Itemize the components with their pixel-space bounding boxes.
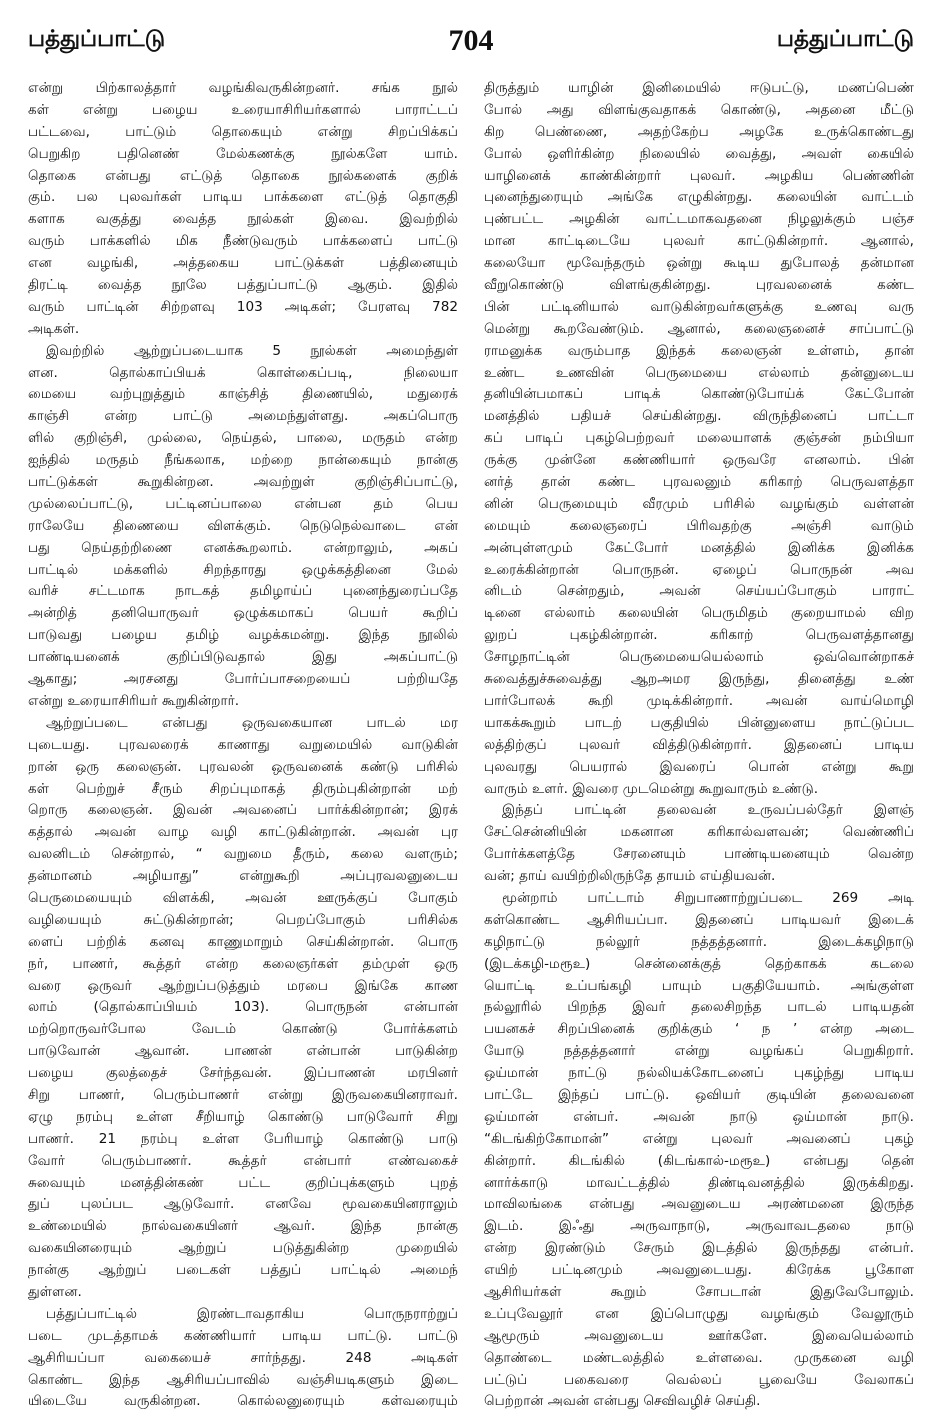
text-line: சுவையும் மனத்தின்கண் பட்ட குறிப்புக்களும் புறத் xyxy=(28,1174,458,1191)
running-title-left: பத்துப்பாட்டு xyxy=(28,26,166,52)
text-line: கள்கொண்ட ஆசிரியப்பா. இதனைப் பாடியவர் இடைக் xyxy=(484,911,914,928)
text-line: நர், பாணர், கூத்தர் என்ற கலைஞர்கள் தம்முள் ஒரு xyxy=(28,955,458,972)
text-line: என வழங்கி, அத்தகைய பாட்டுக்கள் பத்தினையும் xyxy=(28,255,458,272)
text-line: பாட்டே இந்தப் பாட்டு. ஒவியர் குடியின் தலைவனை xyxy=(484,1086,914,1103)
text-line: னின் பெருமையும் வீரமும் பரிசில் வழங்கும் வள்ளன் xyxy=(484,495,914,512)
text-line: நான்கு ஆற்றுப் படைகள் பத்துப் பாட்டில் அமைந் xyxy=(28,1262,458,1279)
text-line: புண்பட்ட அழகின் வாட்டமாகவதனை நிழலுக்கும் பஞ்ச xyxy=(484,211,914,228)
text-line: மாவிலங்கை என்பது அவனுடைய அரண்மனை இருந்த xyxy=(484,1196,914,1213)
text-line: பாட்டுக்கள் கூறுகின்றன. அவற்றுள் குறிஞ்சிப்பாட்டு, xyxy=(28,474,458,491)
text-line: வோர் பெரும்பாணர். கூத்தர் என்பார் எண்வகைச் xyxy=(28,1152,458,1169)
text-line: கொண்ட இந்த ஆசிரியப்பாவில் வஞ்சியடிகளும் இடை xyxy=(28,1371,458,1388)
page-header xyxy=(28,26,914,70)
text-line: மையும் கலைஞரைப் பிரிவதற்கு அஞ்சி வாடும் xyxy=(484,517,914,534)
running-title-right: பத்துப்பாட்டு xyxy=(776,26,914,52)
text-line: தனியின்பமாகப் பாடிக் கொண்டுபோய்க் கேட்போன் xyxy=(484,386,914,403)
text-line: பத்துப்பாட்டில் இரண்டாவதாகிய பொருநராற்றுப் xyxy=(46,1305,458,1322)
text-line: இவற்றில் ஆற்றுப்படையாக 5 நூல்கள் அமைந்துள் xyxy=(46,342,458,359)
text-line: கள் பெற்றுச் சீரும் சிறப்புமாகத் திரும்புகின்றான் மற் xyxy=(28,780,458,797)
text-line: ளைப் பற்றிக் கனவு காணுமாறும் செய்கின்றான். பொரு xyxy=(28,933,458,950)
text-line: கின்றார். கிடங்கில் (கிடங்கால்-மரூஉ) என்பது தென் xyxy=(484,1152,914,1169)
text-line: ராலேயே திணையை விளக்கும். நெடுநெல்வாடை என் xyxy=(28,517,458,534)
text-line: என்ற இரண்டும் சேரும் இடத்தில் இருந்தது என்பர். xyxy=(484,1240,914,1257)
text-line: லுறப் புகழ்கின்றான். கரிகாற் பெருவளத்தானது xyxy=(484,627,914,644)
text-line: மற்றொருவர்போல வேடம் கொண்டு போர்க்களம் xyxy=(28,1021,458,1038)
text-line: கும். பல புலவர்கள் பாடிய பாக்களை எட்டுத் தொகுதி xyxy=(28,189,458,206)
text-line: கிற பெண்ணை, அதற்கேற்ப அழகே உருக்கொண்டது xyxy=(484,123,914,140)
text-line: கப் பாடிப் புகழ்பெற்றவர் மலையாளக் குஞ்சன் நம்பியா xyxy=(484,430,914,447)
text-line: கழிநாட்டு நல்லூர் நத்தத்தனார். இடைக்கழிநாடு xyxy=(484,933,914,950)
text-line: முல்லைப்பாட்டு, பட்டினப்பாலை என்பன தம் பெய xyxy=(28,495,458,512)
text-line: திரட்டி வைத்த நூலே பத்துப்பாட்டு ஆகும். இதில் xyxy=(28,277,458,294)
text-line: காஞ்சி என்ற பாட்டு அமைந்துள்ளது. அகப்பொரு xyxy=(28,408,458,425)
text-line: பார்போலக் கூறி முடிக்கின்றார். அவன் வாய்மொழி xyxy=(484,692,914,709)
text-line: தொகை என்பது எட்டுத் தொகை நூல்களைக் குறிக் xyxy=(28,167,458,184)
text-line: ராமனுக்க வரும்பாத இந்தக் கலைஞன் உள்ளம், தான் xyxy=(484,342,914,359)
right-text-column xyxy=(484,78,914,1413)
text-line: சேட்சென்னியின் மகனான கரிகால்வளவன்; வெண்ணிப் xyxy=(484,824,914,841)
text-line: ஒய்மான் என்பர். அவன் நாடு ஒய்மான் நாடு. xyxy=(484,1108,914,1125)
text-line: ளில் குறிஞ்சி, முல்லை, நெய்தல், பாலை, மருதம் என்ற xyxy=(28,430,458,447)
text-line: மான காட்டிடையே புலவர் காட்டுகின்றார். ஆனால், xyxy=(484,233,914,250)
text-line: படை முடத்தாமக் கண்ணியார் பாடிய பாட்டு. பாட்டு xyxy=(28,1327,458,1344)
text-line: ஆற்றுப்படை என்பது ஒருவகையான பாடல் மர xyxy=(46,714,458,731)
text-line: வன்; தாய் வயிற்றிலிருந்தே தாயம் எய்தியவன். xyxy=(484,868,776,885)
text-line: சுவைத்துச்சுவைத்து ஆறஅமர இருந்து, தினைத்து உண் xyxy=(484,671,914,688)
text-line: போல் ஒளிர்கின்ற நிலையில் வைத்து, அவள் கையில் xyxy=(484,145,914,162)
text-line: உரைக்கின்றான் பொருநன். ஏழைப் பொருநன் அவ xyxy=(484,561,914,578)
text-line: “கிடங்கிற்கோமான்” என்று புலவர் அவனைப் புகழ் xyxy=(484,1130,914,1147)
text-line: யிடையே வருகின்றன. கொல்லனுரையும் கள்வரையும் xyxy=(28,1393,458,1410)
text-line: அன்புள்ளமும் கேட்போர் மனத்தில் இனிக்க இனிக்க xyxy=(484,539,914,556)
text-line: உப்புவேலூர் என இப்பொழுது வழங்கும் வேலூரும் xyxy=(484,1305,914,1322)
text-line: பாணர். 21 நரம்பு உள்ள பேரியாழ் கொண்டு பாடு xyxy=(28,1130,458,1147)
text-line: கலையோ மூவேந்தரும் ஒன்று கூடிய துபோலத் தன்மான xyxy=(484,255,914,272)
text-line: பயனகச் சிறப்பினைக் குறிக்கும் ‘ ந ’ என்ற அடை xyxy=(484,1021,914,1038)
text-line: ருக்கு முன்னே கண்ணியார் ஒருவரே எனலாம். பின் xyxy=(484,452,914,469)
text-line: பட்டவை, பாட்டும் தொகையும் என்று சிறப்பிக்கப் xyxy=(28,123,458,140)
text-line: வீறுகொண்டு விளங்குகின்றது. புரவலனைக் கண்ட xyxy=(484,277,914,294)
page-number: 704 xyxy=(448,24,494,57)
text-line: லத்திற்குப் புலவர் வித்திடுகின்றார். இதனைப் பாடிய xyxy=(484,736,914,753)
text-line: பெற்றான் அவன் என்பது செவிவழிச் செய்தி. xyxy=(484,1393,761,1410)
text-line: (இடக்கழி-மரூஉ) சென்னைக்குத் தெற்காகக் கடலை xyxy=(484,955,914,972)
text-line: ஒய்மான் நாட்டு நல்லியக்கோடனைப் புகழ்ந்து பாடிய xyxy=(484,1065,914,1082)
text-line: ஆமூரும் அவனுடைய ஊர்களே. இவையெல்லாம் xyxy=(484,1327,914,1344)
text-line: சிறு பாணர், பெரும்பாணர் என்று இருவகையினராவர். xyxy=(28,1086,458,1103)
text-line: டினை எல்லாம் கலையின் பெருமிதம் குறையாமல் விற xyxy=(484,605,914,622)
text-line: தன்மானம் அழியாது” என்றுகூறி அப்புரவலனுடைய xyxy=(28,868,458,885)
text-line: மூன்றாம் பாட்டாம் சிறுபாணாற்றுப்படை 269 அடி xyxy=(502,889,914,906)
text-line: யொட்டி உப்பங்கழி பாயும் பகுதியேயாம். அங்குள்ள xyxy=(484,977,914,994)
text-line: யாழினைக் காண்கின்றார் புலவர். அழகிய பெண்ணின் xyxy=(484,167,914,184)
text-line: ஆசிரியப்பா வகையைச் சார்ந்தது. 248 அடிகள் xyxy=(28,1349,458,1366)
text-line: வரை ஒருவர் ஆற்றுப்படுத்தும் மரபை இங்கே காண xyxy=(28,977,458,994)
text-line: போல் அது விளங்குவதாகக் கொண்டு, அதனை மீட்டு xyxy=(484,101,914,118)
text-line: றான் ஒரு கலைஞன். புரவலன் ஒருவனைக் கண்டு பரிசில் xyxy=(28,758,458,775)
text-line: வரும் பாட்டின் சிற்றளவு 103 அடிகள்; பேரளவு 782 xyxy=(28,298,458,315)
text-line: ஆகாது; அரசனது போர்ப்பாசறையைப் பற்றியதே xyxy=(28,671,458,688)
text-line: யோடு நத்தத்தனார் என்று வழங்கப் பெறுகிறார். xyxy=(484,1043,914,1060)
text-line: நல்லூரில் பிறந்த இவர் தலைசிறந்த பாடல் பாடியதன் xyxy=(484,999,914,1016)
text-line: மென்று கூறவேண்டும். ஆனால், கலைஞனைச் சாப்பாட்டு xyxy=(484,320,914,337)
text-line: வரும் பாக்களில் மிக நீண்டுவரும் பாக்களைப் பாட்டு xyxy=(28,233,458,250)
left-text-column xyxy=(28,78,458,1413)
text-line: களாக வகுத்து வைத்த நூல்கள் இவை. இவற்றில் xyxy=(28,211,458,228)
text-line: பெறுகிற பதினெண் மேல்கணக்கு நூல்களே யாம். xyxy=(28,145,458,162)
text-line: போர்க்களத்தே சேரனையும் பாண்டியனையும் வென்ற xyxy=(484,846,914,863)
text-line: இந்தப் பாட்டின் தலைவன் உருவப்பல்தேர் இளஞ் xyxy=(502,802,914,819)
text-line: கள் என்று பழைய உரையாசிரியர்களால் பாராட்டப் xyxy=(28,101,458,118)
text-line: வலனிடம் சென்றால், “ வறுமை தீரும், கலை வளரும்; xyxy=(28,846,458,863)
text-line: பழைய குலத்தைச் சேர்ந்தவன். இப்பாணன் மரபினர் xyxy=(28,1065,458,1082)
text-line: என்று உரையாசிரியர் கூறுகின்றார். xyxy=(28,692,240,709)
text-line: பாண்டியனைக் குறிப்பிடுவதால் இது அகப்பாட்டு xyxy=(28,649,458,666)
text-line: திருத்தும் யாழின் இனிமையில் ஈடுபட்டு, மணப்பெண் xyxy=(484,80,914,96)
text-line: னர்த் தான் கண்ட புரவலனும் கரிகாற் பெருவளத்தா xyxy=(484,474,914,491)
text-line: பாட்டில் மக்களில் சிறந்தாரது ஒழுக்கத்தினை மேல் xyxy=(28,561,458,578)
text-line: துள்ளன. xyxy=(28,1283,82,1300)
text-line: பட்டுப் பகைவரை வெல்லப் பூவையே வேலாகப் xyxy=(484,1371,914,1388)
text-line: அன்றித் தனியொருவர் ஒழுக்கமாகப் பெயர் கூறிப் xyxy=(28,605,458,622)
text-line: யாகக்கூறும் பாடற் பகுதியில் பின்னுளைய நாட்டுப்பட xyxy=(484,714,914,731)
text-line: துப் புலப்பட ஆடுவோர். எனவே மூவகையினராலும் xyxy=(28,1196,458,1213)
text-line: இடம். இஃது அருவாநாடு, அருவாவடதலை நாடு xyxy=(484,1218,914,1235)
text-line: பது நெய்தற்றிணை எனக்கூறலாம். என்றாலும், அகப் xyxy=(28,539,458,556)
text-line: எயிற் பட்டினமும் அவனுடையது. கிரேக்க பூகோள xyxy=(484,1262,914,1279)
text-line: புலவரது பெயரால் இவரைப் பொன் என்று கூறு xyxy=(484,758,914,775)
text-line: றொரு கலைஞன். இவன் அவனைப் பார்க்கின்றான்; இரக் xyxy=(28,802,458,819)
text-line: வகையினரையும் ஆற்றுப் படுத்துகின்ற முறையில் xyxy=(28,1240,458,1257)
text-line: சோழநாட்டின் பெருமையையெல்லாம் ஒவ்வொன்றாகச் xyxy=(484,649,914,666)
text-line: மனத்தில் பதியச் செய்கின்றது. விருந்தினைப் பாட்டா xyxy=(484,408,914,425)
text-line: உண்மையில் நால்வகையினர் ஆவர். இந்த நான்கு xyxy=(28,1218,458,1235)
text-line: மையை வற்புறுத்தும் காஞ்சித் திணையில், மதுரைக் xyxy=(28,386,458,403)
text-line: ஐந்தில் மருதம் நீங்கலாக, மற்றை நான்கையும் நான்கு xyxy=(28,452,458,469)
text-line: பாடுவோன் ஆவான். பாணன் என்பான் பாடுகின்ற xyxy=(28,1043,458,1060)
text-line: கத்தால் அவன் வாழ வழி காட்டுகின்றான். அவன் புர xyxy=(28,824,458,841)
text-line: புனைந்துரையும் அங்கே எழுகின்றது. கலையின் வாட்டம் xyxy=(484,189,914,206)
text-line: வரிச் சட்டமாக நாடகத் தமிழாய்ப் புனைந்துரைப்பதே xyxy=(28,583,458,600)
text-line: லாம் (தொல்காப்பியம் 103). பொருநன் என்பான் xyxy=(28,999,458,1016)
text-line: புடையது. புரவலரைக் காணாது வறுமையில் வாடுகின் xyxy=(28,736,458,753)
text-line: னிடம் சென்றதும், அவன் செய்யப்போகும் பாராட் xyxy=(484,583,914,600)
text-line: அடிகள். xyxy=(28,320,80,337)
text-line: ஏழு நரம்பு உள்ள சீறியாழ் கொண்டு பாடுவோர் சிறு xyxy=(28,1108,458,1125)
text-line: னார்க்காடு மாவட்டத்தில் திண்டிவனத்தில் இருக்கிறது. xyxy=(484,1174,914,1191)
text-line: தொண்டை மண்டலத்தில் உள்ளவை. முருகனை வழி xyxy=(484,1349,914,1366)
text-line: வழியையும் சுட்டுகின்றான்; பெறப்போகும் பரிசில்க xyxy=(28,911,458,928)
text-line: பாடுவது பழைய தமிழ் வழக்கமன்று. இந்த நூலில் xyxy=(28,627,458,644)
text-line: ஆசிரியர்கள் கூறும் சோபடான் இதுவேபோலும். xyxy=(484,1283,914,1300)
text-line: பின் பட்டினியால் வாடுகின்றவர்களுக்கு உணவு வரு xyxy=(484,298,914,315)
text-line: உண்ட உணவின் பெருமையை எல்லாம் தன்னுடைய xyxy=(484,364,914,381)
text-line: ளன. தொல்காப்பியக் கொள்கைப்படி, நிலையா xyxy=(28,364,458,381)
text-line: வாரும் உளர். இவரை முடமென்று கூறுவாரும் உண்டு. xyxy=(484,780,819,797)
text-line: பெருமையையும் விளக்கி, அவன் ஊருக்குப் போகும் xyxy=(28,889,458,906)
text-line: என்று பிற்காலத்தார் வழங்கிவருகின்றனர். சங்க நூல் xyxy=(28,80,458,96)
